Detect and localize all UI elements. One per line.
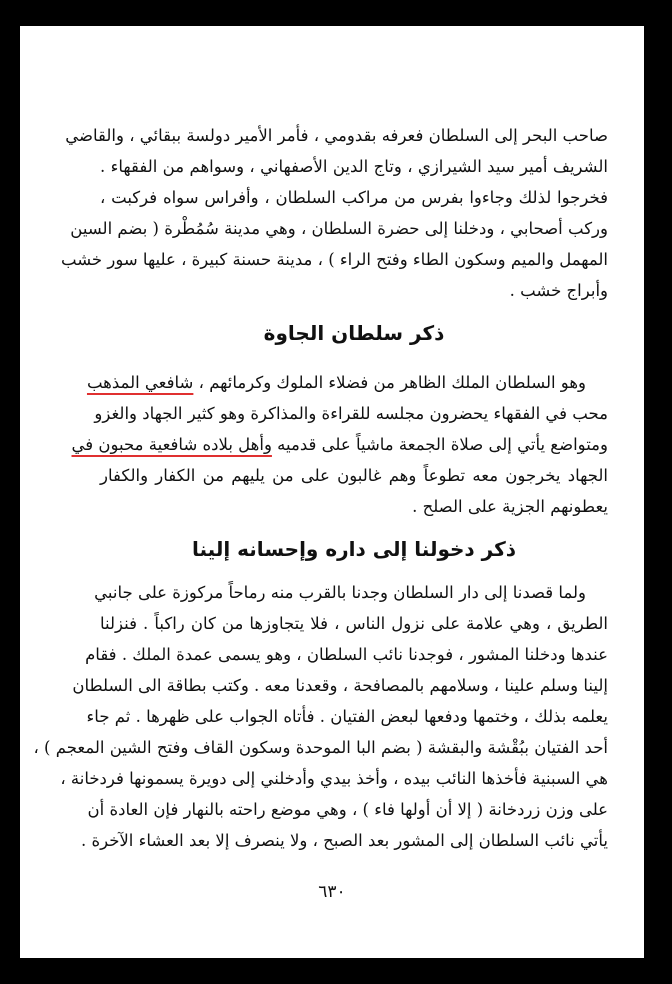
text-line: يعلمه بذلك ، وختمها ودفعها لبعض الفتيان . فأتاه الجواب على ظهرها . ثم جاء: [86, 707, 608, 726]
text-line: أحد الفتيان ببُقْشة والبقشة ( بضم البا الموحدة وسكون القاف وفتح الشين المعجم ) ،: [33, 738, 608, 757]
text-line: المهمل والميم وسكون الطاء وفتح الراء ) ، مدينة حسنة كبيرة ، عليها سور خشب: [61, 250, 608, 269]
text-line: وركب أصحابي ، ودخلنا إلى حضرة السلطان ، وهي مدينة سُمُطْرة ( بضم السين: [70, 219, 608, 238]
paragraph-1: [61, 120, 608, 306]
text-line: الشريف أمير سيد الشيرازي ، وتاج الدين الأصفهاني ، وسواهم من الفقهاء .: [100, 157, 608, 176]
text-line: إلينا وسلم علينا ، وسلامهم بالمصافحة ، وقعدنا معه . وكتب بطاقة الى السلطان: [72, 676, 608, 695]
text-line: الطريق ، وهي علامة على نزول الناس ، فلا يتجاوزها من كان راكباً . فنزلنا: [100, 614, 608, 633]
underlined-text: وأهل بلاده شافعية محبون في: [71, 435, 272, 454]
paragraph-2: [71, 367, 608, 522]
text-line: يأتي نائب السلطان إلى المشور بعد الصبح ، ولا ينصرف إلا بعد العشاء الآخرة .: [80, 831, 608, 850]
text-line: محب في الفقهاء يحضرون مجلسه للقراءة والمذاكرة وهو كثير الجهاد والغزو: [94, 404, 608, 423]
text-line: يعطونهم الجزية على الصلح .: [412, 497, 608, 516]
text-line: وهو السلطان الملك الظاهر من فضلاء الملوك وكرمائهم ، شافعي المذهب: [86, 373, 586, 392]
text-line: على وزن زردخانة ( إلا أن أولها فاء ) ، وهي موضع راحته بالنهار فإن العادة أن: [87, 800, 608, 819]
page-number: ٦٣٠: [318, 882, 346, 902]
underlined-text: شافعي المذهب: [86, 373, 194, 392]
text-line: وأبراج خشب .: [509, 281, 608, 300]
text-line: فخرجوا لذلك وجاءوا بفرس من مراكب السلطان ، وأفراس سواه فركبت ،: [100, 188, 608, 207]
text-line: ومتواضع يأتي إلى صلاة الجمعة ماشياً على قدميه وأهل بلاده شافعية محبون في: [71, 435, 608, 454]
text-line: ولما قصدنا إلى دار السلطان وجدنا بالقرب منه رماحاً مركوزة على جانبي: [94, 583, 586, 602]
section-heading-sultan: ذكر سلطان الجاوة: [263, 321, 445, 345]
text-line: الجهاد يخرجون معه تطوعاً وهم غالبون على من يليهم من الكفار والكفار: [100, 466, 608, 485]
text-line: هي السبنية فأخذها النائب بيده ، وأخذ بيدي وأدخلني إلى دويرة يسمونها فردخانة ،: [60, 769, 608, 788]
book-page: [20, 26, 644, 958]
text-line: عندها ودخلنا المشور ، فوجدنا نائب السلطان ، وهو يسمى عمدة الملك . فقام: [85, 645, 608, 664]
section-heading-palace: ذكر دخولنا إلى داره وإحسانه إلينا: [192, 537, 516, 561]
text-line: صاحب البحر إلى السلطان فعرفه بقدومي ، فأمر الأمير دولسة ببقائي ، والقاضي: [65, 126, 608, 145]
paragraph-3: [33, 577, 608, 856]
